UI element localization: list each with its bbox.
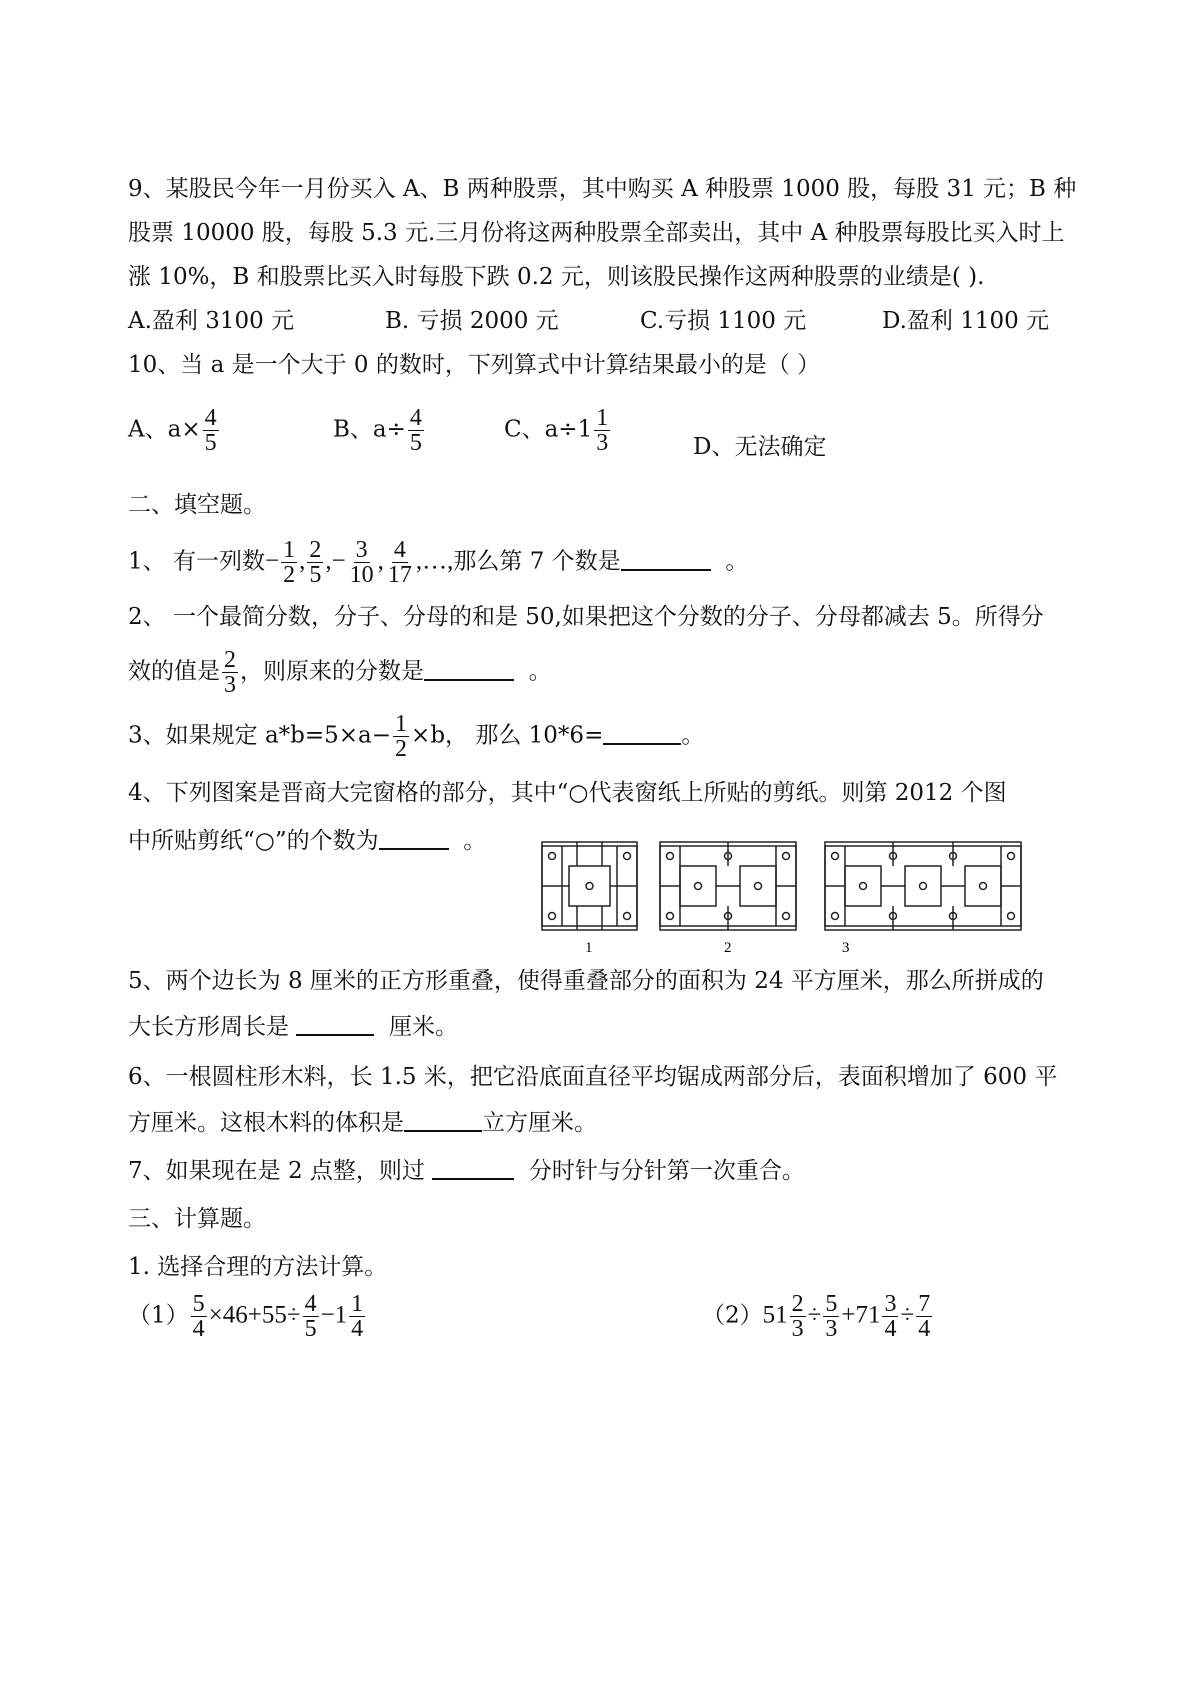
fraction xyxy=(307,538,323,587)
fraction xyxy=(882,1292,898,1341)
f6-line2-suffix: 立方厘米。 xyxy=(482,1110,597,1136)
f2-line2 xyxy=(128,648,552,697)
answer-blank[interactable] xyxy=(621,547,711,571)
expr-text: ×46+55÷ xyxy=(208,1301,301,1329)
denominator: 2 xyxy=(283,562,296,588)
c1-title: 1. 选择合理的方法计算。 xyxy=(128,1254,388,1280)
q10-option-a xyxy=(128,406,221,455)
f1-line: 1、 有一列数− $\frac{1}{2}$ , $\frac{2}{5}$ ,− $\frac{3}{10}$ , $\frac{4}{17}$ ,…,那么第 7 个数是 。 xyxy=(128,537,749,588)
f1-suffix: 那么第 7 个数是 xyxy=(453,548,621,575)
answer-blank[interactable] xyxy=(432,1156,514,1180)
f6-line1: 6、一根圆柱形木料，长 1.5 米，把它沿底面直径平均锯成两部分后，表面积增加了 600 平 xyxy=(128,1064,1058,1090)
f3-line xyxy=(128,712,704,761)
numerator: 4 xyxy=(204,405,217,431)
f3-middle: ×b， 那么 10*6= xyxy=(411,722,604,749)
q10-option-c xyxy=(504,406,612,455)
denominator: 3 xyxy=(791,1316,804,1342)
fraction xyxy=(916,1292,932,1341)
numerator: 2 xyxy=(309,537,322,563)
window-pattern-svg xyxy=(540,840,1060,958)
f5-line2-suffix: 厘米。 xyxy=(388,1014,458,1040)
f2-line2-prefix: 效的值是 xyxy=(128,658,220,685)
numerator: 2 xyxy=(224,647,236,673)
fraction xyxy=(823,1292,839,1341)
f5-line1: 5、两个边长为 8 厘米的正方形重叠，使得重叠部分的面积为 24 平方厘米，那么所拼成的 xyxy=(128,968,1044,994)
numerator: 1 xyxy=(596,405,609,431)
q10-option-a-prefix: A、a× xyxy=(128,416,201,443)
q10-stem: 10、当 a 是一个大于 0 的数时，下列算式中计算结果最小的是（ ） xyxy=(128,352,821,378)
numerator: 5 xyxy=(192,1291,205,1317)
f1-prefix: 1、 有一列数 xyxy=(128,548,265,575)
denominator: 4 xyxy=(884,1316,897,1342)
q10-option-b xyxy=(333,406,426,455)
f4-line1: 4、下列图案是晋商大完窗格的部分，其中“○代表窗纸上所贴的剪纸。则第 2012 个图 xyxy=(128,780,1007,806)
pattern-figure-3 xyxy=(825,842,1021,930)
denominator: 2 xyxy=(395,736,408,762)
q10-option-c-prefix: C、a÷1 xyxy=(504,416,593,443)
section2-title: 二、填空题。 xyxy=(128,492,266,518)
numerator: 4 xyxy=(409,405,422,431)
q9-line2: 股票 10000 股，每股 5.3 元.三月份将这两种股票全部卖出，其中 A 种股票每股比买入时上 xyxy=(128,220,1065,246)
fraction xyxy=(191,1292,207,1341)
f2-end: 。 xyxy=(528,658,552,685)
fraction xyxy=(348,538,376,587)
denominator: 4 xyxy=(351,1316,364,1342)
denominator: 5 xyxy=(309,562,322,588)
q10-option-b-prefix: B、a÷ xyxy=(333,416,406,443)
ellipsis: ,…, xyxy=(415,547,454,575)
numerator: 4 xyxy=(304,1291,317,1317)
numerator: 4 xyxy=(393,537,406,563)
f1-end: 。 xyxy=(725,548,749,575)
numerator: 1 xyxy=(351,1291,364,1317)
f7-suffix: 分时针与分针第一次重合。 xyxy=(528,1158,805,1184)
sign: − xyxy=(264,547,280,575)
f6-line2 xyxy=(128,1108,597,1138)
figure-label-2: 2 xyxy=(724,940,732,956)
f7-prefix: 7、如果现在是 2 点整，则过 xyxy=(128,1158,425,1184)
fraction xyxy=(393,712,409,761)
q9-option-c: C.亏损 1100 元 xyxy=(640,308,807,334)
f2-line1: 2、 一个最简分数，分子、分母的和是 50,如果把这个分数的分子、分母都减去 5。所得分 xyxy=(128,604,1044,630)
numerator: 3 xyxy=(355,537,368,563)
f4-end: 。 xyxy=(463,828,487,854)
c1-problem-1 xyxy=(128,1292,367,1341)
problem-label: （2） xyxy=(702,1302,763,1329)
fraction xyxy=(386,538,414,587)
f2-line2-suffix: ，则原来的分数是 xyxy=(240,658,424,685)
denominator: 5 xyxy=(304,1316,317,1342)
f3-prefix: 3、如果规定 a*b=5×a− xyxy=(128,722,392,749)
q9-line1: 9、某股民今年一月份买入 A、B 两种股票，其中购买 A 种股票 1000 股，每股 31 元；B 种 xyxy=(128,176,1077,202)
numerator: 5 xyxy=(825,1291,838,1317)
expr-text: ÷ xyxy=(807,1301,822,1329)
f4-line2 xyxy=(128,826,486,856)
sign: − xyxy=(331,547,346,575)
answer-blank[interactable] xyxy=(296,1012,374,1036)
answer-blank[interactable] xyxy=(424,657,514,681)
window-pattern-figures xyxy=(540,840,1060,962)
fraction xyxy=(594,406,610,455)
answer-blank[interactable] xyxy=(603,721,681,745)
f5-line2 xyxy=(128,1012,458,1042)
figure-label-1: 1 xyxy=(585,940,593,956)
denominator: 5 xyxy=(409,430,422,456)
fraction xyxy=(349,1292,365,1341)
fraction xyxy=(408,406,424,455)
denominator: 10 xyxy=(349,562,374,588)
denominator: 4 xyxy=(192,1316,205,1342)
q10-option-d: D、无法确定 xyxy=(693,434,827,460)
expr-text: −1 xyxy=(320,1301,348,1329)
denominator: 5 xyxy=(204,430,217,456)
expr-text: +71 xyxy=(841,1301,881,1329)
answer-blank[interactable] xyxy=(404,1108,482,1132)
pattern-figure-2 xyxy=(660,842,796,930)
fraction xyxy=(303,1292,319,1341)
numerator: 7 xyxy=(918,1291,931,1317)
denominator: 3 xyxy=(825,1316,838,1342)
q9-option-a: A.盈利 3100 元 xyxy=(128,308,295,334)
pattern-figure-1 xyxy=(542,842,637,930)
q9-option-d: D.盈利 1100 元 xyxy=(882,308,1050,334)
f5-line2-prefix: 大长方形周长是 xyxy=(128,1014,289,1040)
denominator: 17 xyxy=(387,562,412,588)
f4-line2-text: 中所贴剪纸“○”的个数为 xyxy=(128,828,379,854)
answer-blank[interactable] xyxy=(379,826,449,850)
fraction xyxy=(222,648,238,697)
expr-text: 51 xyxy=(762,1301,788,1329)
q9-option-b: B. 亏损 2000 元 xyxy=(385,308,559,334)
fraction xyxy=(203,406,219,455)
numerator: 2 xyxy=(791,1291,804,1317)
denominator: 3 xyxy=(224,672,236,698)
fraction xyxy=(790,1292,806,1341)
figure-label-3: 3 xyxy=(842,940,850,956)
section3-title: 三、计算题。 xyxy=(128,1206,266,1232)
fraction xyxy=(281,538,297,587)
numerator: 1 xyxy=(283,537,296,563)
problem-label: （1） xyxy=(128,1302,189,1329)
denominator: 4 xyxy=(918,1316,931,1342)
q9-line3: 涨 10%，B 和股票比买入时每股下跌 0.2 元，则该股民操作这两种股票的业绩是( ). xyxy=(128,264,985,290)
numerator: 1 xyxy=(395,711,408,737)
numerator: 3 xyxy=(884,1291,897,1317)
f3-end: 。 xyxy=(681,722,705,749)
c1-problem-2 xyxy=(702,1292,934,1341)
expr-text: ÷ xyxy=(900,1301,915,1329)
denominator: 3 xyxy=(596,430,609,456)
f6-line2-prefix: 方厘米。这根木料的体积是 xyxy=(128,1110,404,1136)
f7-line xyxy=(128,1156,805,1186)
